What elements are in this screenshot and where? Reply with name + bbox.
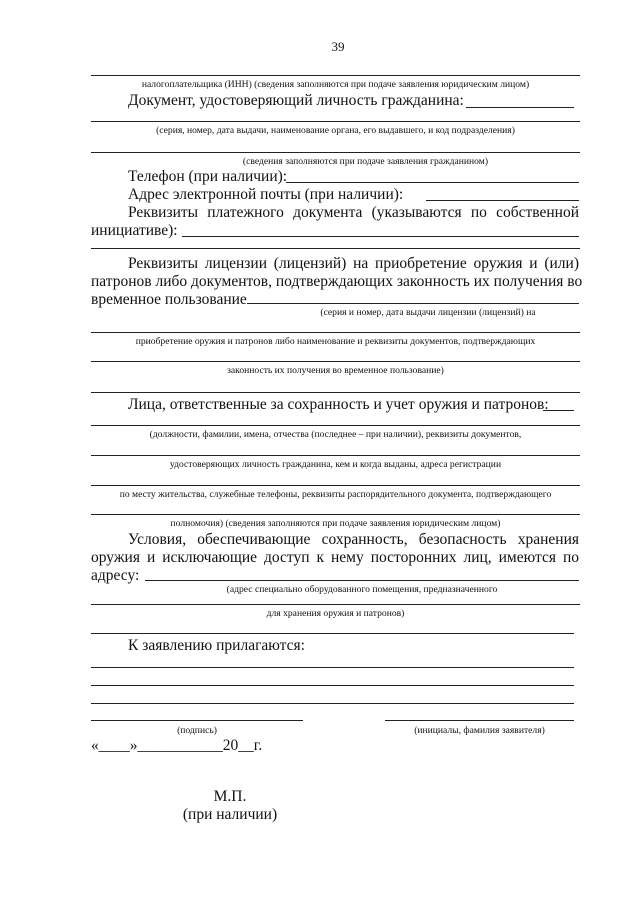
responsible-caption4: полномочия) (сведения заполняются при подаче заявления юридическим лицом) [170,518,501,529]
license-caption2: приобретение оружия и патронов либо наименование и реквизиты документов, подтверждающих [135,336,536,347]
attachments-line3[interactable] [91,703,574,704]
conditions-label-line1: Условия, обеспечивающие сохранность, безопасность хранения [128,531,579,548]
identity-doc-label: Документ, удостоверяющий личность гражданина: [128,92,464,109]
responsible-label: Лица, ответственные за сохранность и учет оружия и патронов: [128,396,549,413]
responsible-caption1: (должности, фамилии, имена, отчества (последнее – при наличии), реквизиты документов, [149,429,522,440]
responsible-line5[interactable] [91,514,580,515]
conditions-caption2: для хранения оружия и патронов) [266,608,405,619]
stamp-note: (при наличии) [182,806,278,823]
payment-field[interactable] [182,236,579,237]
inn-line[interactable] [91,75,580,76]
stamp-label: М.П. [213,788,247,805]
attachments-line1[interactable] [91,667,574,668]
responsible-caption3: по месту жительства, служебные телефоны, реквизиты распорядительного документа, подтверждающего [119,489,552,500]
attachments-label: К заявлению прилагаются: [128,637,305,654]
license-line3[interactable] [91,361,580,362]
phone-field[interactable] [286,182,579,183]
date-line[interactable]: «____»___________20__г. [91,737,263,754]
identity-doc-line3[interactable] [91,152,580,153]
conditions-line2[interactable] [91,604,580,605]
inn-caption: налогоплательщика (ИНН) (сведения заполняются при подаче заявления юридическим лицом) [141,79,530,90]
initials-line[interactable] [385,720,574,721]
license-line2[interactable] [91,332,580,333]
license-caption3: законность их получения во временное пользование) [227,365,444,376]
identity-doc-caption2: (сведения заполняются при подаче заявления гражданином) [242,156,489,167]
payment-line2[interactable] [91,248,580,249]
identity-doc-field[interactable] [466,107,574,108]
conditions-caption1: (адрес специально оборудованного помещения, предназначенного [226,584,498,595]
license-label-line1: Реквизиты лицензии (лицензий) на приобретение оружия и (или) [128,255,579,272]
license-label-line2: патронов либо документов, подтверждающих законность их получения во [91,273,583,290]
page-number: 39 [331,39,345,54]
responsible-line3[interactable] [91,455,580,456]
license-field[interactable] [247,303,579,304]
conditions-line3[interactable] [91,633,574,634]
signature-line[interactable] [91,720,303,721]
conditions-label-line3: адресу: [91,567,140,584]
conditions-label-line2: оружия и исключающие доступ к нему посторонних лиц, имеются по [91,549,579,566]
responsible-caption2: удостоверяющих личность гражданина, кем и когда выданы, адреса регистрации [169,459,502,470]
initials-caption: (инициалы, фамилия заявителя) [414,725,545,736]
license-caption1: (серия и номер, дата выдачи лицензии (лицензий) на [320,307,536,318]
responsible-field[interactable] [543,410,574,411]
identity-doc-caption: (серия, номер, дата выдачи, наименование органа, его выдавшего, и код подразделения) [156,125,515,136]
email-field[interactable] [426,200,579,201]
phone-label: Телефон (при наличии): [128,168,288,185]
responsible-line2[interactable] [91,425,580,426]
license-line4[interactable] [91,392,580,393]
attachments-line2[interactable] [91,685,574,686]
responsible-line4[interactable] [91,485,580,486]
email-label: Адрес электронной почты (при наличии): [128,186,404,203]
payment-label-line2: инициативе): [91,222,178,239]
signature-caption: (подпись) [177,725,217,736]
payment-label-line1: Реквизиты платежного документа (указываются по собственной [128,204,579,221]
conditions-field[interactable] [145,580,579,581]
license-label-line3: временное пользование [91,291,247,308]
identity-doc-line2[interactable] [91,121,580,122]
